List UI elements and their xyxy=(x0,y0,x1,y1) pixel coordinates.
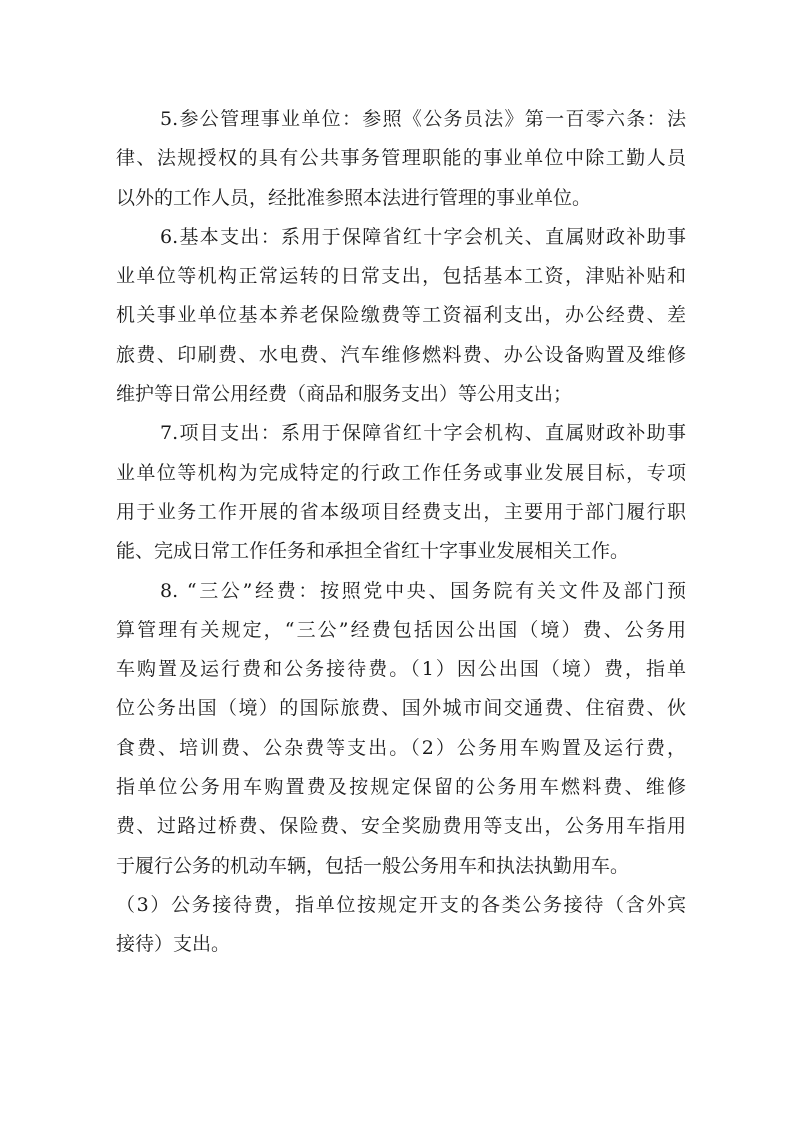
text-line: 用于业务工作开展的省本级项目经费支出，主要用于部门履行职 xyxy=(116,500,686,523)
text-line: 接待）支出。 xyxy=(116,933,231,956)
text-line: 业单位等机构正常运转的日常支出，包括基本工资，津贴补贴和 xyxy=(116,265,686,288)
text-line: 5.参公管理事业单位：参照《公务员法》第一百零六条：法 xyxy=(160,108,686,130)
text-line: 能、完成日常工作任务和承担全省红十字事业发展相关工作。 xyxy=(116,540,630,563)
document-body xyxy=(116,100,686,965)
text-line: 业单位等机构为完成特定的行政工作任务或事业发展目标，专项 xyxy=(116,461,686,484)
text-line: 以外的工作人员，经批准参照本法进行管理的事业单位。 xyxy=(116,186,592,209)
text-line: 维护等日常公用经费（商品和服务支出）等公用支出； xyxy=(116,383,573,406)
text-line: 位公务出国（境）的国际旅费、国外城市间交通费、住宿费、伙 xyxy=(116,697,686,720)
text-line: 费、过路过桥费、保险费、安全奖励费用等支出，公务用车指用 xyxy=(116,815,686,838)
text-line: 旅费、印刷费、水电费、汽车维修燃料费、办公设备购置及维修 xyxy=(116,343,686,366)
text-line: 8. “三公”经费：按照党中央、国务院有关文件及部门预 xyxy=(160,579,686,602)
paragraph-7 xyxy=(116,414,686,571)
paragraph-5 xyxy=(116,100,686,218)
text-line: 机关事业单位基本养老保险缴费等工资福利支出，办公经费、差 xyxy=(116,304,686,327)
text-line: 车购置及运行费和公务接待费。（1）因公出国（境）费，指单 xyxy=(116,658,686,681)
text-line: 7.项目支出：系用于保障省红十字会机构、直属财政补助事 xyxy=(160,422,686,445)
text-line: （3）公务接待费，指单位按规定开支的各类公务接待（含外宾 xyxy=(116,893,686,916)
text-line: 6.基本支出：系用于保障省红十字会机关、直属财政补助事 xyxy=(160,225,686,248)
paragraph-8 xyxy=(116,572,686,965)
text-line: 食费、培训费、公杂费等支出。（2）公务用车购置及运行费， xyxy=(116,736,686,759)
text-line: 指单位公务用车购置费及按规定保留的公务用车燃料费、维修 xyxy=(116,776,686,799)
text-line: 律、法规授权的具有公共事务管理职能的事业单位中除工勤人员 xyxy=(116,147,686,170)
paragraph-6 xyxy=(116,218,686,414)
text-line: 于履行公务的机动车辆，包括一般公务用车和执法执勤用车。 xyxy=(116,854,630,877)
text-line: 算管理有关规定，“三公”经费包括因公出国（境）费、公务用 xyxy=(116,618,686,641)
